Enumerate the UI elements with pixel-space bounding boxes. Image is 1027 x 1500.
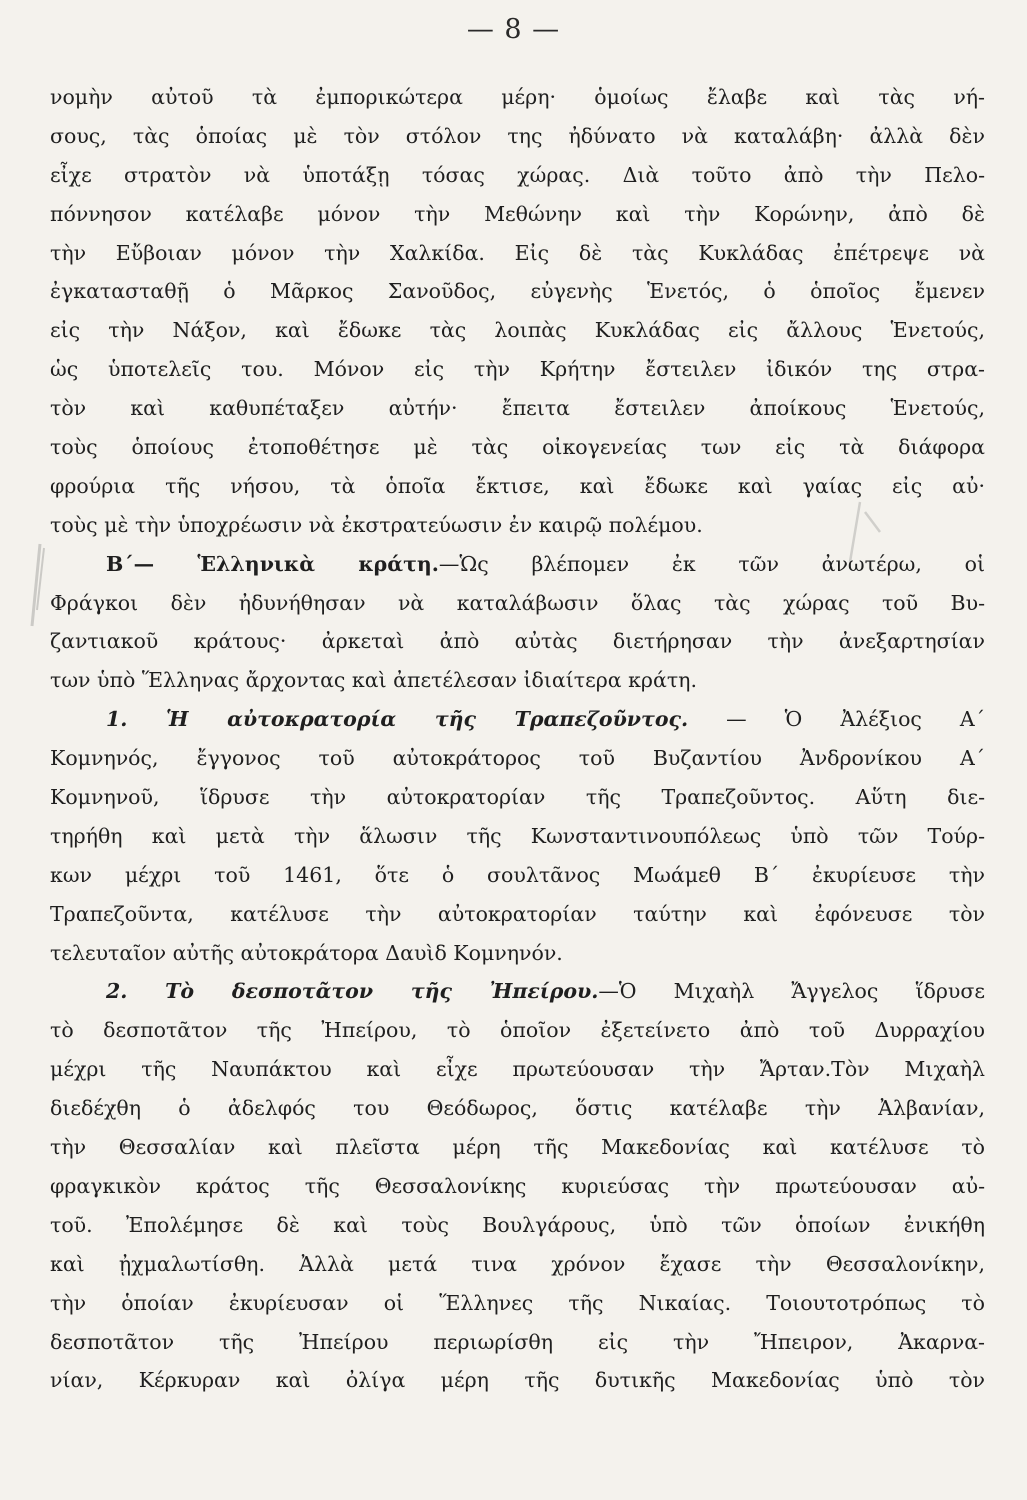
text-line: τὸ δεσποτᾶτον τῆς Ἠπείρου, τὸ ὁποῖον ἐξετείνετο ἀπὸ τοῦ Δυρραχίου [50, 1018, 985, 1043]
text-line: Φράγκοι δὲν ἠδυνήθησαν νὰ καταλάβωσιν ὅλας τὰς χώρας τοῦ Βυ- [50, 590, 985, 615]
text-line: πόννησον κατέλαβε μόνον τὴν Μεθώνην καὶ τὴν Κορώνην, ἀπὸ δὲ [50, 201, 985, 226]
text-line: τὴν Θεσσαλίαν καὶ πλεῖστα μέρη τῆς Μακεδονίας καὶ κατέλυσε τὸ [50, 1135, 985, 1160]
body-text [50, 78, 985, 1400]
text-line: ἐγκατασταθῇ ὁ Μᾶρκος Σανοῦδος, εὐγενὴς Ἑνετός, ὁ ὁποῖος ἔμενεν [50, 279, 985, 304]
text-line: ὡς ὑποτελεῖς του. Μόνον εἰς τὴν Κρήτην ἔστειλεν ἰδικόν της στρα- [50, 357, 985, 382]
text-line: τὴν ὁποίαν ἐκυρίευσαν οἱ Ἕλληνες τῆς Νικαίας. Τοιουτοτρόπως τὸ [50, 1290, 985, 1315]
text-line: εἶχε στρατὸν νὰ ὑποτάξῃ τόσας χώρας. Διὰ τοῦτο ἀπὸ τὴν Πελο- [50, 162, 985, 187]
section-b-heading: Β΄— Ἑλληνικὰ κράτη. [106, 551, 439, 576]
text-line: ζαντιακοῦ κράτους· ἀρκεταὶ ἀπὸ αὐτὰς διετήρησαν τὴν ἀνεξαρτησίαν [50, 629, 985, 654]
text-line: τηρήθη καὶ μετὰ τὴν ἅλωσιν τῆς Κωνσταντινουπόλεως ὑπὸ τῶν Τούρ- [50, 823, 985, 848]
text-line: τοὺς μὲ τὴν ὑποχρέωσιν νὰ ἐκστρατεύωσιν ἐν καιρῷ πολέμου. [50, 512, 703, 537]
text-line: τὴν Εὔβοιαν μόνον τὴν Χαλκίδα. Εἰς δὲ τὰς Κυκλάδας ἐπέτρεψε νὰ [50, 240, 985, 265]
section-1-heading: 1. Ἡ αὐτοκρατορία τῆς Τραπεζοῦντος. [106, 707, 689, 732]
text-line: τὸν καὶ καθυπέταξεν αὐτήν· ἔπειτα ἔστειλεν ἀποίκους Ἑνετούς, [50, 396, 985, 421]
text-line: σους, τὰς ὁποίας μὲ τὸν στόλον της ἠδύνατο νὰ καταλάβη· ἀλλὰ δὲν [50, 123, 985, 148]
text-line: νίαν, Κέρκυραν καὶ ὀλίγα μέρη τῆς δυτικῆς Μακεδονίας ὑπὸ τὸν [50, 1368, 985, 1393]
text-line: κων μέχρι τοῦ 1461, ὅτε ὁ σουλτᾶνος Μωάμεθ Β΄ ἐκυρίευσε τὴν [50, 862, 985, 887]
section-2-first-line [50, 972, 985, 1011]
text-line: Τραπεζοῦντα, κατέλυσε τὴν αὐτοκρατορίαν ταύτην καὶ ἐφόνευσε τὸν [50, 901, 985, 926]
text-line: των ὑπὸ Ἕλληνας ἄρχοντας καὶ ἀπετέλεσαν ἰδιαίτερα κράτη. [50, 668, 697, 693]
text-line: μέχρι τῆς Ναυπάκτου καὶ εἶχε πρωτεύουσαν τὴν Ἄρταν.Τὸν Μιχαὴλ [50, 1057, 985, 1082]
text-line: εἰς τὴν Νάξον, καὶ ἔδωκε τὰς λοιπὰς Κυκλάδας εἰς ἄλλους Ἑνετούς, [50, 318, 985, 343]
text-line: τοὺς ὁποίους ἐτοποθέτησε μὲ τὰς οἰκογενείας των εἰς τὰ διάφορα [50, 435, 985, 460]
section-1-first-line-text: — Ὁ Ἀλέξιος Α΄ [726, 707, 985, 732]
section-1-first-line [50, 700, 985, 739]
text-line: διεδέχθη ὁ ἀδελφός του Θεόδωρος, ὅστις κατέλαβε τὴν Ἀλβανίαν, [50, 1096, 985, 1121]
text-line: Κομνηνοῦ, ἵδρυσε τὴν αὐτοκρατορίαν τῆς Τραπεζοῦντος. Αὕτη διε- [50, 785, 985, 810]
section-b-first-line-text: —Ὡς βλέπομεν ἐκ τῶν ἀνωτέρω, οἱ [438, 551, 985, 576]
text-line: τοῦ. Ἐπολέμησε δὲ καὶ τοὺς Βουλγάρους, ὑπὸ τῶν ὁποίων ἐνικήθη [50, 1212, 985, 1237]
section-2-heading: 2. Τὸ δεσποτᾶτον τῆς Ἠπείρου. [106, 979, 599, 1004]
margin-pencil-mark [28, 540, 46, 630]
text-line: νομὴν αὐτοῦ τὰ ἐμπορικώτερα μέρη· ὁμοίως ἔλαβε καὶ τὰς νή- [50, 85, 985, 109]
text-line: καὶ ᾐχμαλωτίσθη. Ἀλλὰ μετά τινα χρόνον ἔχασε τὴν Θεσσαλονίκην, [50, 1251, 985, 1276]
section-b-first-line [50, 545, 985, 584]
text-line: φραγκικὸν κράτος τῆς Θεσσαλονίκης κυριεύσας τὴν πρωτεύουσαν αὐ- [50, 1173, 985, 1198]
page-number: — 8 — [466, 14, 561, 45]
section-2-first-line-text: —Ὁ Μιχαὴλ Ἄγγελος ἵδρυσε [598, 979, 985, 1004]
text-line: δεσποτᾶτον τῆς Ἠπείρου περιωρίσθη εἰς τὴν Ἤπειρον, Ἀκαρνα- [50, 1329, 985, 1354]
text-line: τελευταῖον αὐτῆς αὐτοκράτορα Δαυὶδ Κομνηνόν. [50, 940, 563, 965]
text-line: φρούρια τῆς νήσου, τὰ ὁποῖα ἔκτισε, καὶ ἔδωκε καὶ γαίας εἰς αὐ· [50, 473, 985, 498]
text-line: Κομνηνός, ἔγγονος τοῦ αὐτοκράτορος τοῦ Βυζαντίου Ἀνδρονίκου Α΄ [50, 746, 985, 771]
